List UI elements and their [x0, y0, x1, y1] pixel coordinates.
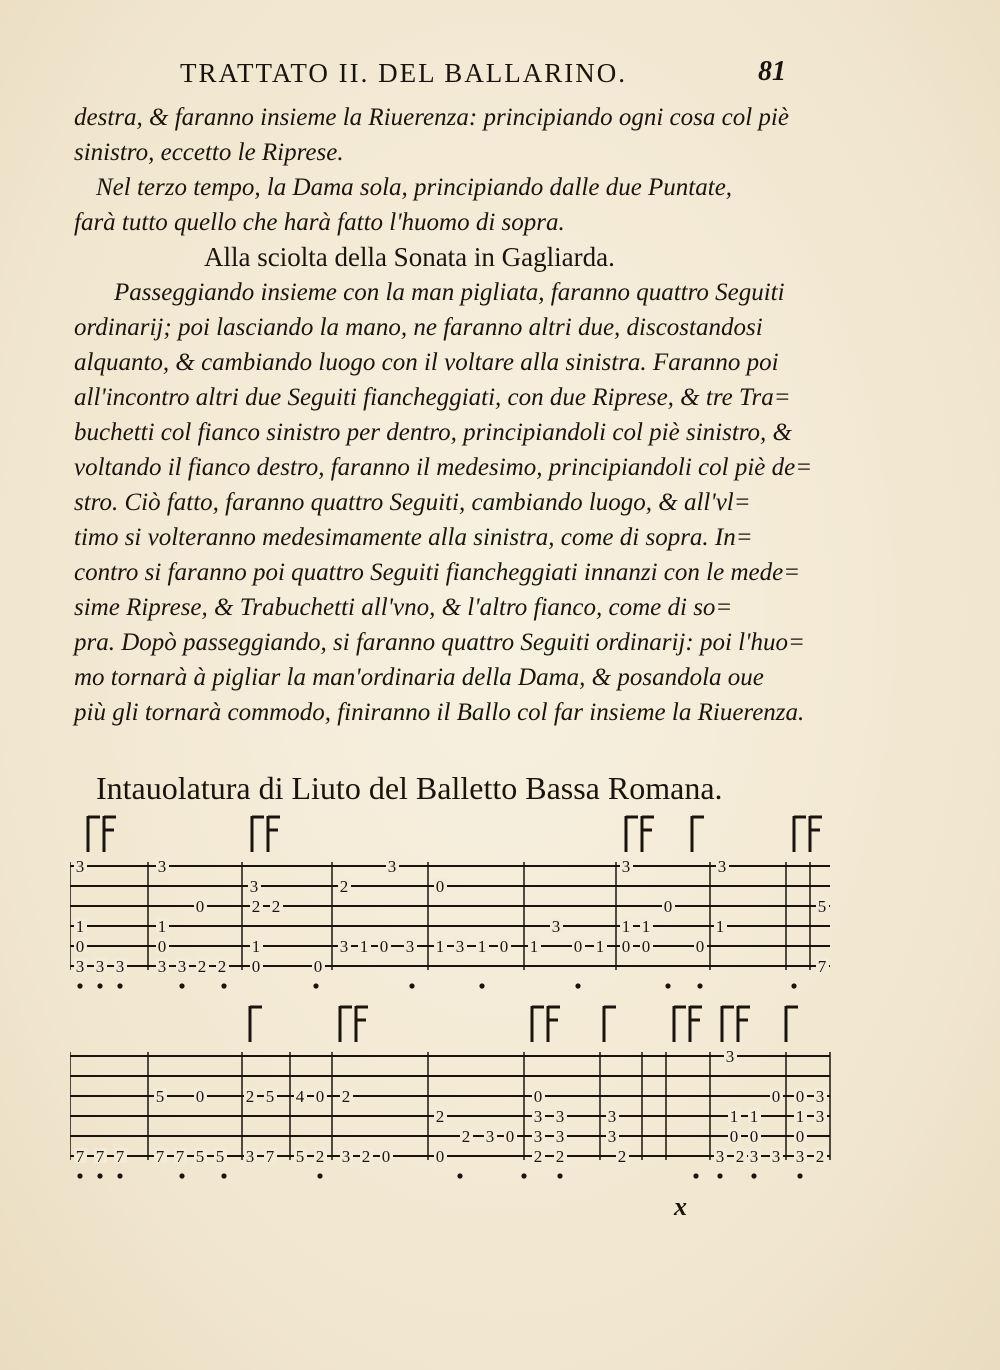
- tab-note: 3: [555, 1127, 565, 1146]
- tab-note: 0: [795, 1087, 805, 1106]
- tab-note: 3: [405, 937, 415, 956]
- tab-note: 3: [551, 917, 561, 936]
- tab-note: 0: [75, 937, 85, 956]
- tab-note: 5: [195, 1147, 205, 1166]
- text-line: all'incontro altri due Seguiti fiancheggiati, con due Riprese, & tre Tra=: [74, 384, 791, 411]
- tab-note: 3: [339, 937, 349, 956]
- tab-dot: [179, 983, 184, 988]
- tab-note: 3: [249, 877, 259, 896]
- tab-note: 3: [157, 857, 167, 876]
- tab-note: 1: [795, 1107, 805, 1126]
- tab-note: 0: [771, 1087, 781, 1106]
- text-line: timo si volteranno medesimamente alla sinistra, come di sopra. In=: [74, 524, 753, 551]
- paragraph: [74, 275, 834, 730]
- tab-note: 3: [815, 1107, 825, 1126]
- tab-note: 0: [641, 937, 651, 956]
- tab-note: 2: [217, 957, 227, 976]
- tab-note: 0: [435, 877, 445, 896]
- tab-dot: [697, 983, 702, 988]
- tab-note: 1: [359, 937, 369, 956]
- tab-note: 4: [295, 1087, 305, 1106]
- tab-note: 7: [95, 1147, 105, 1166]
- tab-note: 5: [215, 1147, 225, 1166]
- tab-note: 7: [155, 1147, 165, 1166]
- tab-note: 3: [815, 1087, 825, 1106]
- tab-note: 2: [197, 957, 207, 976]
- text-line: pra. Dopò passeggiando, si faranno quattro Seguiti ordinarij: poi l'huo=: [74, 629, 805, 656]
- tab-note: 5: [155, 1087, 165, 1106]
- text-line: mo tornarà à pigliar la man'ordinaria della Dama, & posandola oue: [74, 664, 764, 691]
- body-text: [74, 100, 834, 730]
- tab-note: 2: [245, 1087, 255, 1106]
- tab-dot: [751, 1173, 756, 1178]
- tab-dot: [665, 983, 670, 988]
- tab-note: 1: [749, 1107, 759, 1126]
- tab-note: 2: [339, 877, 349, 896]
- tab-note: 3: [245, 1147, 255, 1166]
- running-title: TRATTATO II. DEL BALLARINO.: [180, 58, 628, 88]
- tab-note: 2: [617, 1147, 627, 1166]
- tab-note: 0: [749, 1127, 759, 1146]
- tab-note: 3: [533, 1107, 543, 1126]
- tab-note: 3: [455, 937, 465, 956]
- tab-note: 2: [461, 1127, 471, 1146]
- tab-dot: [791, 983, 796, 988]
- tab-note: 5: [265, 1087, 275, 1106]
- tab-note: 3: [75, 857, 85, 876]
- tab-note: 3: [157, 957, 167, 976]
- tab-dot: [221, 983, 226, 988]
- section-heading: Alla sciolta della Sonata in Gagliarda.: [204, 242, 615, 272]
- tab-note: 2: [251, 897, 261, 916]
- tab-note: 0: [157, 937, 167, 956]
- tab-note: 3: [75, 957, 85, 976]
- tab-note: 0: [251, 957, 261, 976]
- tab-note: 3: [771, 1147, 781, 1166]
- tab-note: 7: [175, 1147, 185, 1166]
- tab-note: 1: [729, 1107, 739, 1126]
- tab-note: 3: [621, 857, 631, 876]
- tab-note: 3: [485, 1127, 495, 1146]
- tab-note: 7: [115, 1147, 125, 1166]
- tab-note: 1: [477, 937, 487, 956]
- tab-dot: [717, 1173, 722, 1178]
- tab-note: 0: [621, 937, 631, 956]
- tab-note: 0: [505, 1127, 515, 1146]
- tab-dot: [117, 983, 122, 988]
- tab-dot: [479, 983, 484, 988]
- tab-dot: [575, 983, 580, 988]
- tab-dot: [693, 1173, 698, 1178]
- text-line: voltando il fianco destro, faranno il medesimo, principiandoli col piè de=: [74, 454, 813, 481]
- tab-note: 3: [717, 857, 727, 876]
- tab-dot: [117, 1173, 122, 1178]
- tab-note: 7: [817, 957, 827, 976]
- tab-note: 0: [695, 937, 705, 956]
- tab-dot: [179, 1173, 184, 1178]
- tab-note: 0: [795, 1127, 805, 1146]
- tab-note: 0: [381, 1147, 391, 1166]
- tab-note: 2: [315, 1147, 325, 1166]
- tab-note: 5: [817, 897, 827, 916]
- text-line: ordinarij; poi lasciando la mano, ne faranno altri due, discostandosi: [74, 314, 763, 341]
- text-line: alquanto, & cambiando luogo con il voltare alla sinistra. Faranno poi: [74, 349, 779, 376]
- tab-note: 2: [341, 1087, 351, 1106]
- tab-note: 3: [555, 1107, 565, 1126]
- tab-note: 2: [735, 1147, 745, 1166]
- text-line: sime Riprese, & Trabuchetti all'vno, & l'altro fianco, come di so=: [74, 594, 733, 621]
- tab-note: 1: [75, 917, 85, 936]
- tab-dot: [409, 983, 414, 988]
- tab-note: 0: [573, 937, 583, 956]
- tab-note: 0: [435, 1147, 445, 1166]
- tab-note: 3: [341, 1147, 351, 1166]
- tab-note: 0: [195, 1087, 205, 1106]
- tab-dot: [313, 983, 318, 988]
- tab-note: 2: [435, 1107, 445, 1126]
- tab-dot: [521, 1173, 526, 1178]
- tab-note: 3: [715, 1147, 725, 1166]
- tab-note: 1: [157, 917, 167, 936]
- tab-note: 0: [315, 1087, 325, 1106]
- tab-dot: [77, 1173, 82, 1178]
- tab-note: 5: [295, 1147, 305, 1166]
- text-line: contro si faranno poi quattro Seguiti fiancheggiati innanzi con le mede=: [74, 559, 801, 586]
- tab-note: 0: [499, 937, 509, 956]
- tab-note: 1: [621, 917, 631, 936]
- tab-note: 7: [265, 1147, 275, 1166]
- text-line: farà tutto quello che harà fatto l'huomo di sopra.: [74, 209, 565, 236]
- tab-note: 3: [387, 857, 397, 876]
- signature-mark: x: [674, 1192, 687, 1221]
- tab-dot: [97, 1173, 102, 1178]
- tab-dot: [797, 1173, 802, 1178]
- tab-note: 3: [533, 1127, 543, 1146]
- tab-note: 2: [533, 1147, 543, 1166]
- tab-note: 0: [663, 897, 673, 916]
- tab-dot: [221, 1173, 226, 1178]
- text-line: Nel terzo tempo, la Dama sola, principiando dalle due Puntate,: [96, 174, 733, 201]
- text-line: destra, & faranno insieme la Riuerenza: principiando ogni cosa col piè: [74, 104, 789, 131]
- tab-note: 7: [75, 1147, 85, 1166]
- text-line: stro. Ciò fatto, faranno quattro Seguiti, cambiando luogo, & all'vl=: [74, 489, 751, 516]
- tab-note: 3: [115, 957, 125, 976]
- tab-note: 3: [725, 1047, 735, 1066]
- tablature-title: Intauolatura di Liuto del Balletto Bassa Romana.: [96, 770, 723, 806]
- text-line: sinistro, eccetto le Riprese.: [74, 139, 344, 166]
- tab-note: 3: [795, 1147, 805, 1166]
- text-line: Passeggiando insieme con la man pigliata, faranno quattro Seguiti: [114, 279, 785, 306]
- text-line: buchetti col fianco sinistro per dentro, principiandoli col piè sinistro, &: [74, 419, 793, 446]
- tab-dot: [457, 1173, 462, 1178]
- tab-note: 2: [361, 1147, 371, 1166]
- tab-note: 2: [555, 1147, 565, 1166]
- tab-note: 2: [271, 897, 281, 916]
- tablature-staff-1: [70, 810, 840, 1000]
- tab-note: 0: [379, 937, 389, 956]
- tab-dot: [317, 1173, 322, 1178]
- tab-note: 1: [529, 937, 539, 956]
- tab-note: 0: [729, 1127, 739, 1146]
- tab-note: 3: [95, 957, 105, 976]
- tab-note: 0: [195, 897, 205, 916]
- tab-dot: [77, 983, 82, 988]
- text-line: più gli tornarà commodo, finiranno il Ballo col far insieme la Riuerenza.: [74, 699, 805, 726]
- tab-note: 1: [595, 937, 605, 956]
- tab-note: 1: [435, 937, 445, 956]
- tab-note: 3: [607, 1107, 617, 1126]
- tab-dot: [97, 983, 102, 988]
- folio-number: 81: [758, 56, 786, 87]
- tab-note: 2: [815, 1147, 825, 1166]
- tablature-staff-2: [70, 1000, 840, 1190]
- tab-note: 3: [749, 1147, 759, 1166]
- tab-note: 1: [251, 937, 261, 956]
- tab-note: 1: [641, 917, 651, 936]
- tab-note: 1: [715, 917, 725, 936]
- tab-note: 3: [607, 1127, 617, 1146]
- tab-note: 3: [177, 957, 187, 976]
- tab-note: 0: [313, 957, 323, 976]
- tab-dot: [557, 1173, 562, 1178]
- tab-note: 0: [533, 1087, 543, 1106]
